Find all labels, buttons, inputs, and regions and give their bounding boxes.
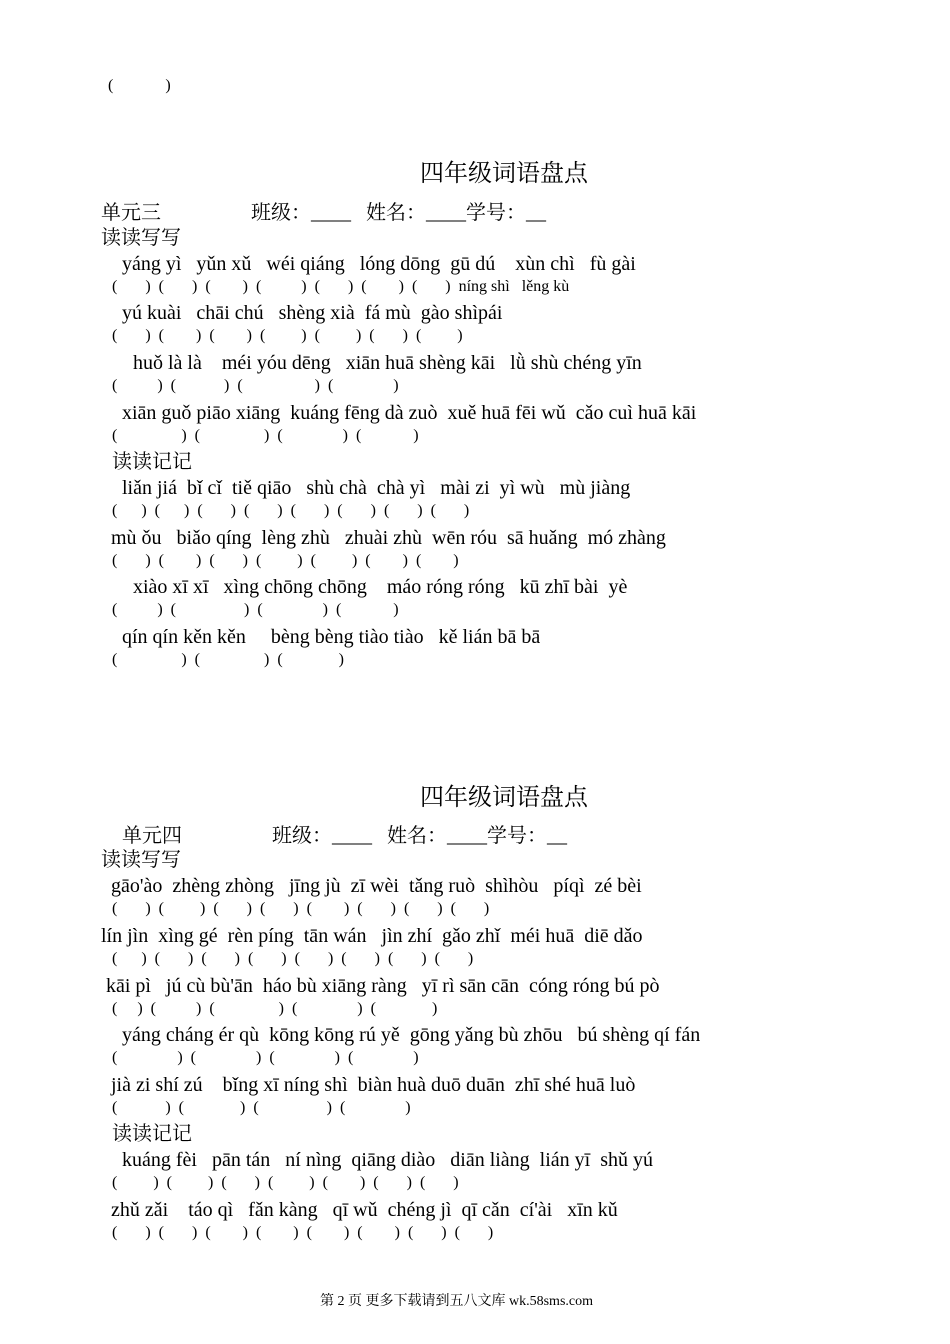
- answer-blanks-line: ( ) ( ) ( ) ( ): [112, 377, 399, 394]
- answer-blanks-line: ( ) ( ) ( ) ( ): [112, 601, 399, 618]
- pinyin-line: jià zi shí zú bǐng xī níng shì biàn huà duō duān zhī shé huā luò: [111, 1074, 636, 1096]
- page-footer: 第 2 页 更多下载请到五八文库 wk.58sms.com: [320, 1294, 593, 1309]
- answer-blanks-line: ( ) ( ) ( ) ( ): [112, 1049, 419, 1066]
- pinyin-line: yáng cháng ér qù kōng kōng rú yě gōng yǎng bù zhōu bú shèng qí fán: [122, 1024, 701, 1046]
- answer-blanks-line: ( ) ( ) ( ) ( ) ( ) ( ) ( ) ( ): [112, 1224, 494, 1241]
- page-title: 四年级词语盘点: [420, 785, 588, 811]
- blank-parenthesis: ( ): [108, 77, 171, 94]
- answer-blanks-line: ( ) ( ) ( ) ( ) ( ) ( ) ( ): [112, 327, 463, 344]
- pinyin-line: liǎn jiá bǐ cǐ tiě qiāo shù chà chà yì mài zi yì wù mù jiàng: [122, 477, 631, 499]
- pinyin-line: gāo'ào zhèng zhòng jīng jù zī wèi tǎng ruò shìhòu píqì zé bèi: [111, 875, 642, 897]
- pinyin-line: huǒ là là méi yóu dēng xiān huā shèng kāi lǜ shù chéng yīn: [133, 352, 642, 374]
- answer-blanks-line: ( ) ( ) ( ) ( ) ( ) ( ) ( ): [112, 552, 459, 569]
- pinyin-line: kuáng fèi pān tán ní nìng qiāng diào diān liàng lián yī shǔ yú: [122, 1149, 654, 1171]
- answer-blanks-line: ( ) ( ) ( ) ( ) ( ) ( ) ( ) ( ): [112, 950, 474, 967]
- student-info-header: 单元三 班级：____ 姓名：____学号：__: [101, 202, 546, 224]
- answer-blanks-line: ( ) ( ) ( ) ( ) ( ) ( ) ( ) ( ): [112, 900, 490, 917]
- page-title: 四年级词语盘点: [420, 161, 588, 187]
- section-heading-read-write: 读读写写: [101, 227, 181, 249]
- pinyin-line: kāi pì jú cù bù'ān háo bù xiāng ràng yī rì sān cān cóng róng bú pò: [106, 975, 660, 997]
- pinyin-line: xiào xī xī xìng chōng chōng máo róng róng kū zhī bài yè: [133, 576, 628, 598]
- answer-blanks-line: ( ) ( ) ( ) ( ) ( ): [112, 1000, 438, 1017]
- answer-blanks-line: ( ) ( ) ( ) ( ): [112, 427, 419, 444]
- pinyin-line: yú kuài chāi chú shèng xià fá mù gào shìpái: [122, 302, 503, 324]
- answer-blanks-line: ( ) ( ) ( ) ( ) ( ) ( ) ( ) ( ): [112, 502, 470, 519]
- answer-blanks-line: ( ) ( ) ( ) ( ) ( ) ( ) ( ) níng shì lěng kù: [112, 278, 570, 295]
- answer-blanks-line: ( ) ( ) ( ) ( ): [112, 1099, 411, 1116]
- pinyin-line: qín qín kěn kěn bèng bèng tiào tiào kě lián bā bā: [122, 626, 541, 648]
- answer-blanks-line: ( ) ( ) ( ): [112, 651, 344, 668]
- answer-blanks-line: ( ) ( ) ( ) ( ) ( ) ( ) ( ): [112, 1174, 459, 1191]
- pinyin-line: zhǔ zǎi táo qì fǎn kàng qī wǔ chéng jì qī cǎn cí'ài xīn kǔ: [111, 1199, 618, 1221]
- student-info-header: 单元四 班级：____ 姓名：____学号：__: [122, 825, 567, 847]
- section-heading-read-remember: 读读记记: [112, 1123, 192, 1145]
- pinyin-line: xiān guǒ piāo xiāng kuáng fēng dà zuò xuě huā fēi wǔ cǎo cuì huā kāi: [122, 402, 697, 424]
- section-heading-read-write: 读读写写: [101, 849, 181, 871]
- section-heading-read-remember: 读读记记: [112, 451, 192, 473]
- pinyin-line: yáng yì yǔn xǔ wéi qiáng lóng dōng gū dú xùn chì fù gài: [122, 253, 636, 275]
- pinyin-line: mù ǒu biǎo qíng lèng zhù zhuài zhù wēn róu sā huǎng mó zhàng: [111, 527, 666, 549]
- pinyin-line: lín jìn xìng gé rèn píng tān wán jìn zhí gǎo zhǐ méi huā diē dǎo: [101, 925, 643, 947]
